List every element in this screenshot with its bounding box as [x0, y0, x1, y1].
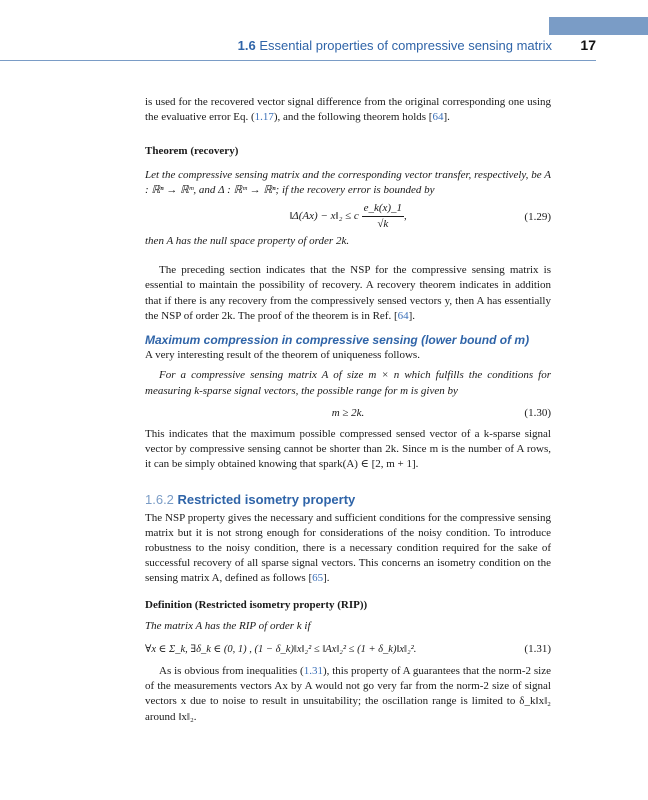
theorem-conclusion: then A has the null space property of order 2k. [145, 235, 350, 248]
citation-64-b[interactable]: 64 [397, 309, 409, 322]
subheading-max-compression: Maximum compression in compressive sensing (lower bound of m) [145, 333, 530, 348]
definition-title: Definition (Restricted isometry property (RIP)) [145, 598, 368, 611]
eq-fraction: $\frac{e\_k(x)\_1}{√k}$ [363, 202, 403, 231]
paragraph-compression-bound: This indicates that the maximum possible compressed sensed vector of a k-sparse signal vector by compressive sensing cannot be shorter than 2k. Since m is the number of A rows, it can be simply obtained knowing that spark(A) ∈ [2, m + 1]. [145, 427, 551, 471]
compression-statement: For a compressive sensing matrix A of size m × n which fulfills the conditions for measuring k-sparse signal vectors, the possible range for m is given by [145, 369, 551, 397]
equation-label: (1.29) [524, 211, 551, 224]
eq-link-1-17[interactable]: 1.17 [254, 111, 274, 124]
page-body [145, 95, 551, 725]
header-section-number: 1.6 [237, 38, 256, 53]
running-header-section [238, 38, 552, 53]
theorem-title: Theorem (recovery) [145, 145, 239, 158]
header-rule [0, 60, 596, 61]
paragraph-uniqueness: A very interesting result of the theorem of uniqueness follows. [145, 349, 420, 362]
header-color-bar [549, 17, 648, 35]
paragraph-nsp: The preceding section indicates that the NSP for the compressive sensing matrix is essential to maintain the possibility of recovery. A recovery theorem indicates in addition that if there is any recovery from the compressively sensed vectors y, then A has essentially the NSP of order 2k. The proof of the theorem is in Ref. [64]. [145, 264, 551, 322]
header-section-title: Essential properties of compressive sensing matrix [259, 38, 552, 53]
theorem-statement: Let the compressive sensing matrix and the corresponding vector transfer, respectively, be A : ℝⁿ → ℝᵐ, and Δ : ℝᵐ → ℝⁿ; if the recovery error is bounded by [145, 168, 551, 196]
equation-1-31: ∀x ∈ Σ_k, ∃δ_k ∈ (0, 1) , (1 − δ_k)‖x‖₂² ≤ ‖Ax‖₂² ≤ (1 + δ_k)‖x‖₂². (1.31) [145, 634, 551, 664]
section-heading-rip: 1.6.2 Restricted isometry property [145, 492, 356, 508]
running-header [0, 38, 648, 55]
paragraph-rip-intro: The NSP property gives the necessary and sufficient conditions for the compressive sensing matrix but it is not strong enough for considerations of the noisy condition. To introduce robustness to the noisy condition, there is a necessary condition required for the sake of successful recovery of all sparse signal vectors. This concerns an isometry condition on the sensing matrix A, defined as follows [65]. [145, 511, 551, 585]
citation-65[interactable]: 65 [312, 572, 324, 585]
citation-64[interactable]: 64 [432, 111, 444, 124]
definition-statement: The matrix A has the RIP of order k if [145, 619, 311, 632]
eq-link-1-31[interactable]: 1.31 [303, 665, 323, 678]
equation-1-30: m ≥ 2k. (1.30) [145, 399, 551, 427]
paragraph-rip-discussion: As is obvious from inequalities (1.31), this property of A guarantees that the norm-2 size of the measurements vectors Ax by A would not go very far from the norm-2 size of signal vectors x due to noise to result in unsuitability; the oscillation range is limited to δ_k‖x‖₂ around ‖x‖₂. [145, 665, 551, 723]
equation-label: (1.31) [524, 643, 551, 656]
equation-1-29: ‖Δ(Ax) − x‖₂ ≤ c $\frac{e\_k(x)\_1}{√k}$ , (1.29) [145, 198, 551, 234]
page-number: 17 [580, 37, 596, 53]
paragraph-intro: is used for the recovered vector signal difference from the original corresponding one using the evaluative error Eq. (1.17), and the following theorem holds [64]. [145, 96, 551, 124]
equation-label: (1.30) [524, 406, 551, 419]
